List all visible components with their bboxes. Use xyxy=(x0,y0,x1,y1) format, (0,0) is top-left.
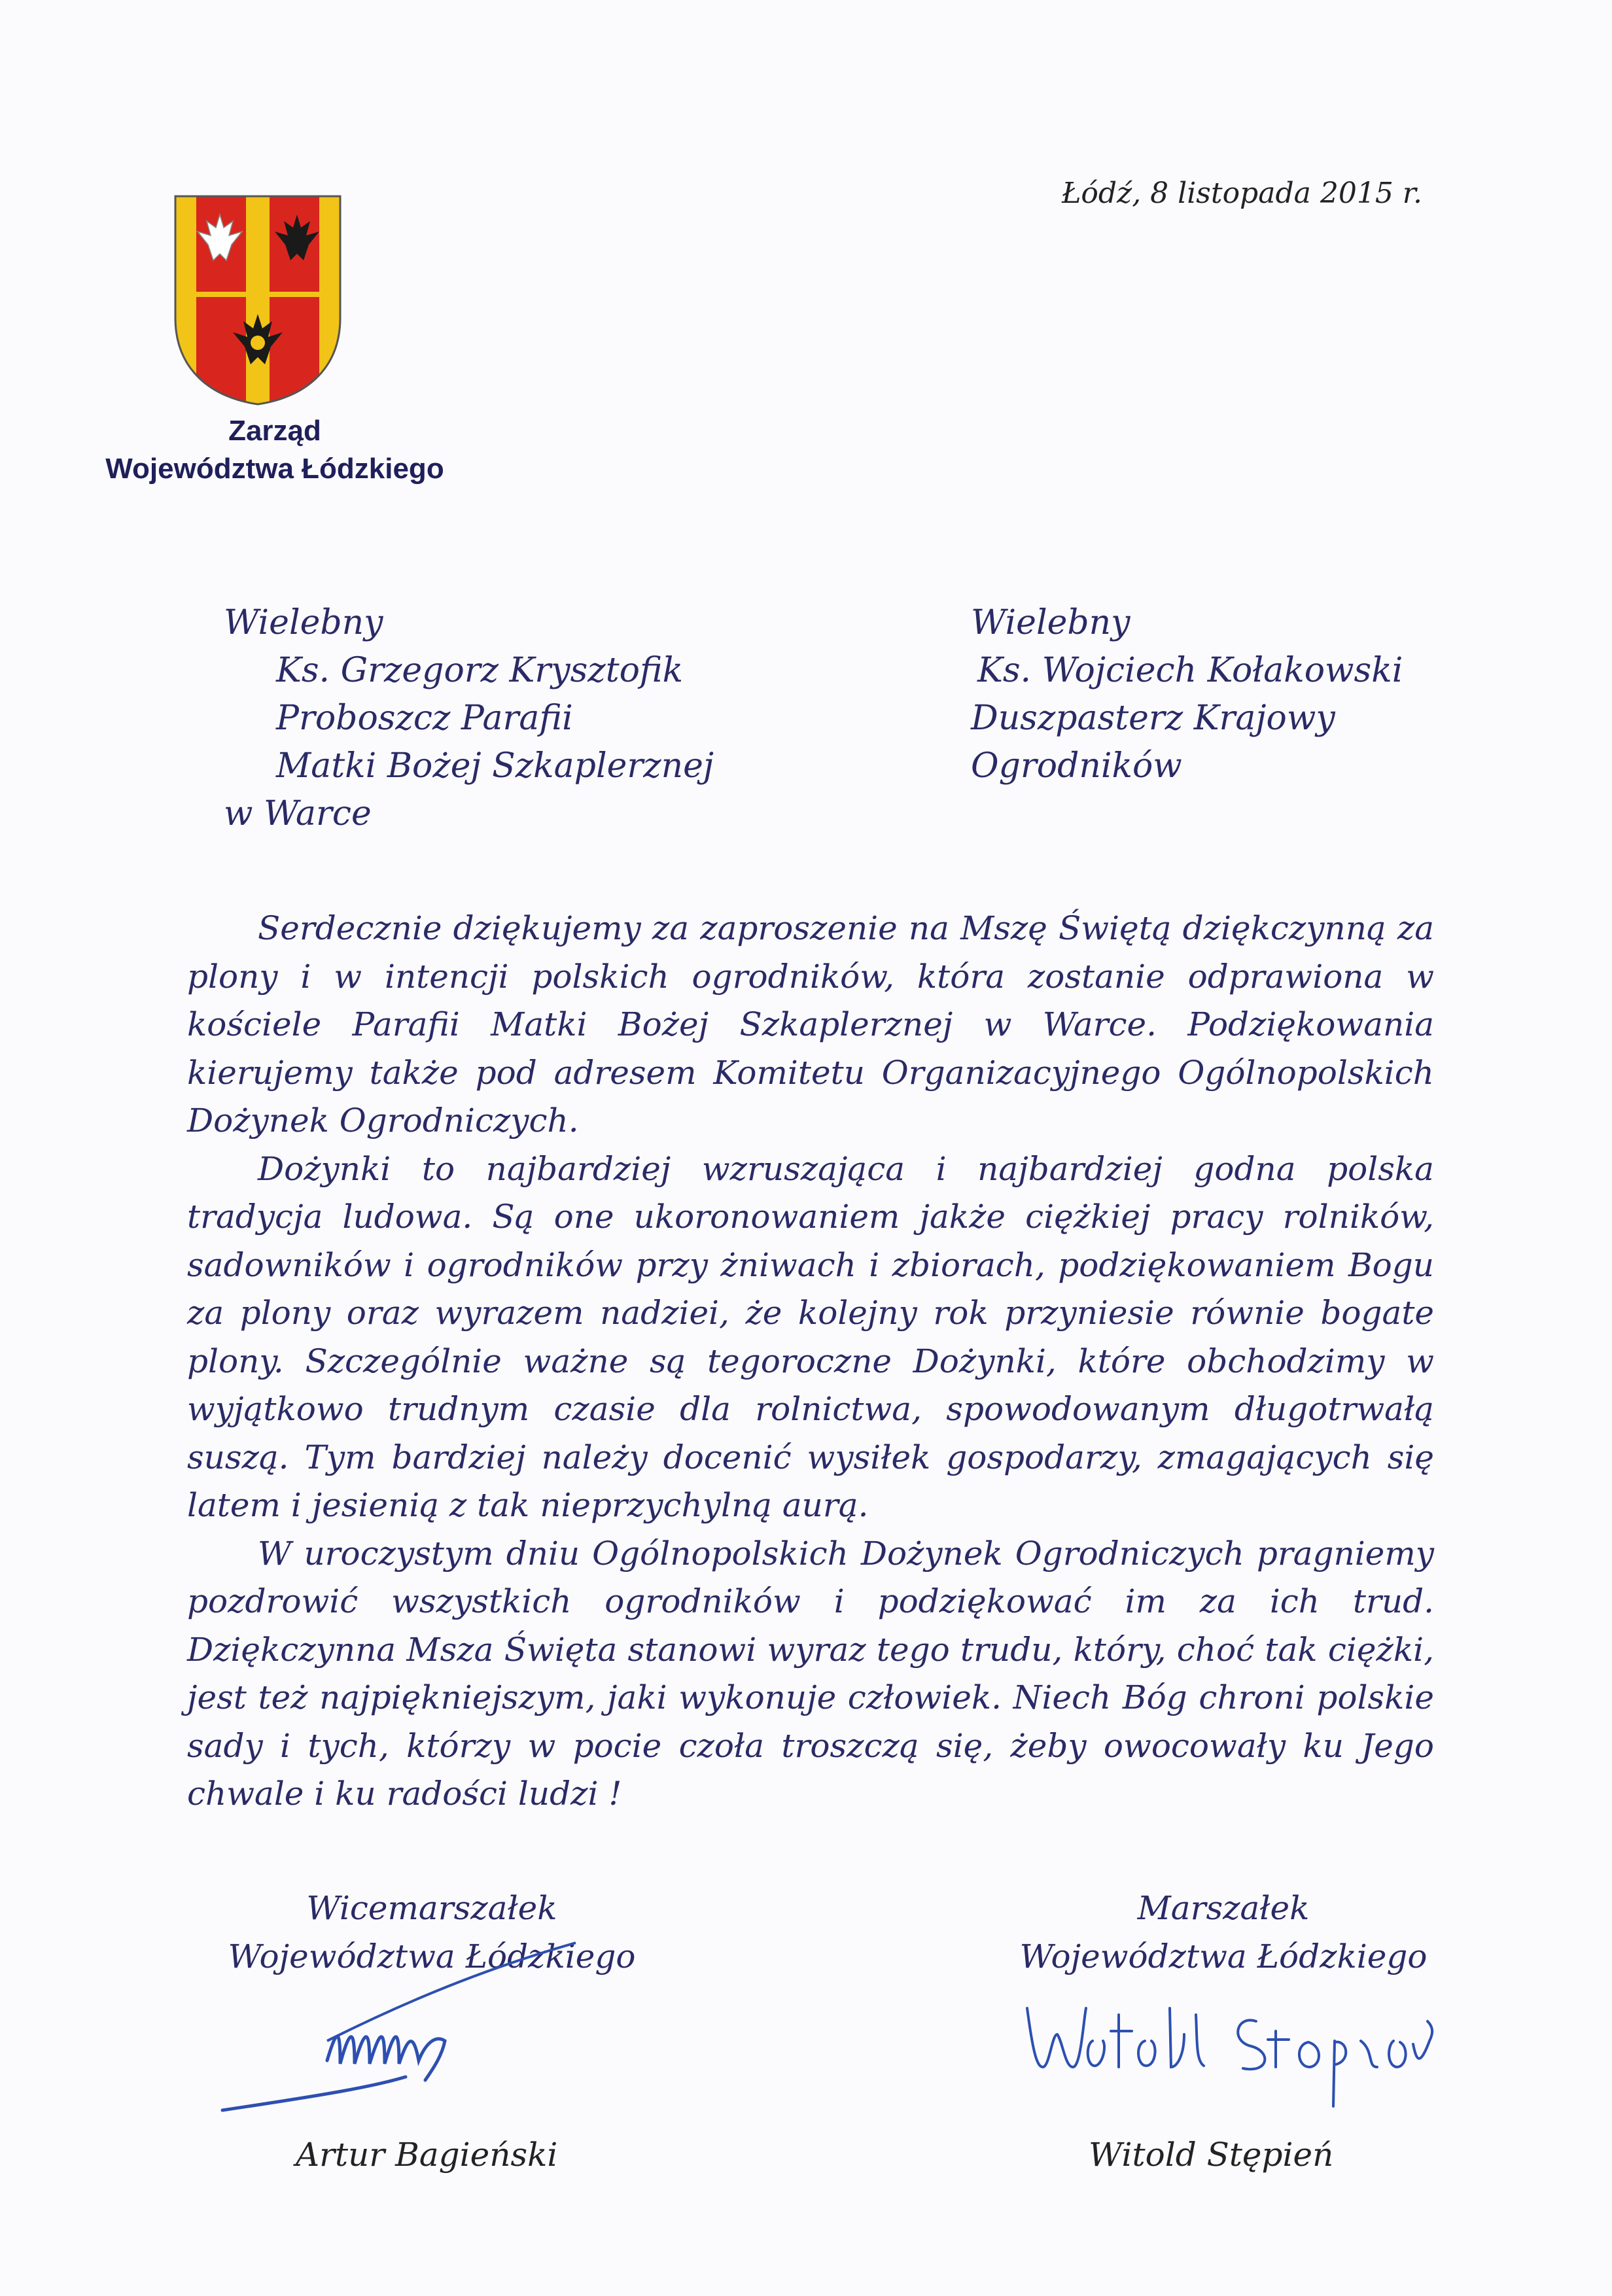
recipient-right-line: Ks. Wojciech Kołakowski xyxy=(977,651,1403,690)
recipient-right-line: Wielebny xyxy=(971,603,1130,642)
org-line-1: Zarząd xyxy=(228,415,321,447)
signature-right-icon xyxy=(1021,1969,1439,2113)
recipient-right-line: Ogrodników xyxy=(971,746,1182,786)
org-line-2: Województwa Łódzkiego xyxy=(105,453,444,485)
signatory-left-name: Artur Bagieński xyxy=(296,2136,558,2174)
body-paragraph: Serdecznie dziękujemy za zaproszenie na Mszę Świętą dziękczynną za plony i w intencji polskich ogrodników, która zostanie odprawiona w kościele Parafii Matki Bożej Szkaplerznej w Warce. Podziękowania kierujemy także pod adresem Komitetu Organizacyjnego Ogólnopolskich Dożynek Ogrodniczych. xyxy=(187,909,1434,1139)
recipient-left-line: Ks. Grzegorz Krysztofik xyxy=(276,651,684,690)
recipient-left-line: Matki Bożej Szkaplerznej xyxy=(276,746,714,786)
signatory-right-title xyxy=(955,1884,1492,1981)
signatory-right-title-1: Marszałek xyxy=(1137,1889,1310,1927)
letter-body xyxy=(187,905,1434,1818)
coat-of-arms-icon xyxy=(173,194,343,407)
signature-left-icon xyxy=(209,1930,707,2126)
signatory-left-title-1: Wicemarszałek xyxy=(306,1889,557,1927)
recipient-left-line: Wielebny xyxy=(224,603,383,642)
recipient-left xyxy=(224,599,714,838)
signatory-right-title-2: Województwa Łódzkiego xyxy=(1019,1938,1428,1975)
body-paragraph: W uroczystym dniu Ogólnopolskich Dożynek Ogrodniczych pragniemy pozdrowić wszystkich ogrodników i podziękować im za ich trud. Dziękczynna Msza Święta stanowi wyraz tego trudu, który, choć tak ciężki, jest też najpiękniejszym, jaki wykonuje człowiek. Niech Bóg chroni polskie sady i tych, którzy w pocie czoła troszczą się, żeby owocowały ku Jego chwale i ku radości ludzi ! xyxy=(187,1534,1434,1813)
recipient-left-line: w Warce xyxy=(224,794,372,833)
signatory-right-name: Witold Stępień xyxy=(1089,2136,1334,2174)
recipient-right-line: Duszpasterz Krajowy xyxy=(971,699,1335,738)
recipient-left-line: Proboszcz Parafii xyxy=(276,699,573,738)
recipient-right xyxy=(971,599,1403,790)
body-paragraph: Dożynki to najbardziej wzruszająca i najbardziej godna polska tradycja ludowa. Są one ukoronowaniem jakże ciężkiej pracy rolników, sadowników i ogrodników przy żniwach i zbiorach, podziękowaniem Bogu za plony oraz wyrazem nadziei, że kolejny rok przyniesie równie bogate plony. Szczególnie ważne są tegoroczne Dożynki, które obchodzimy w wyjątkowo trudnym czasie dla rolnictwa, spowodowanym długotrwałą suszą. Tym bardziej należy docenić wysiłek gospodarzy, zmagających się latem i jesienią z tak nieprzychylną aurą. xyxy=(187,1149,1434,1524)
letter-date: Łódź, 8 listopada 2015 r. xyxy=(1061,177,1422,210)
issuer-organization xyxy=(79,412,471,488)
signatory-left-title-2: Województwa Łódzkiego xyxy=(228,1938,636,1975)
